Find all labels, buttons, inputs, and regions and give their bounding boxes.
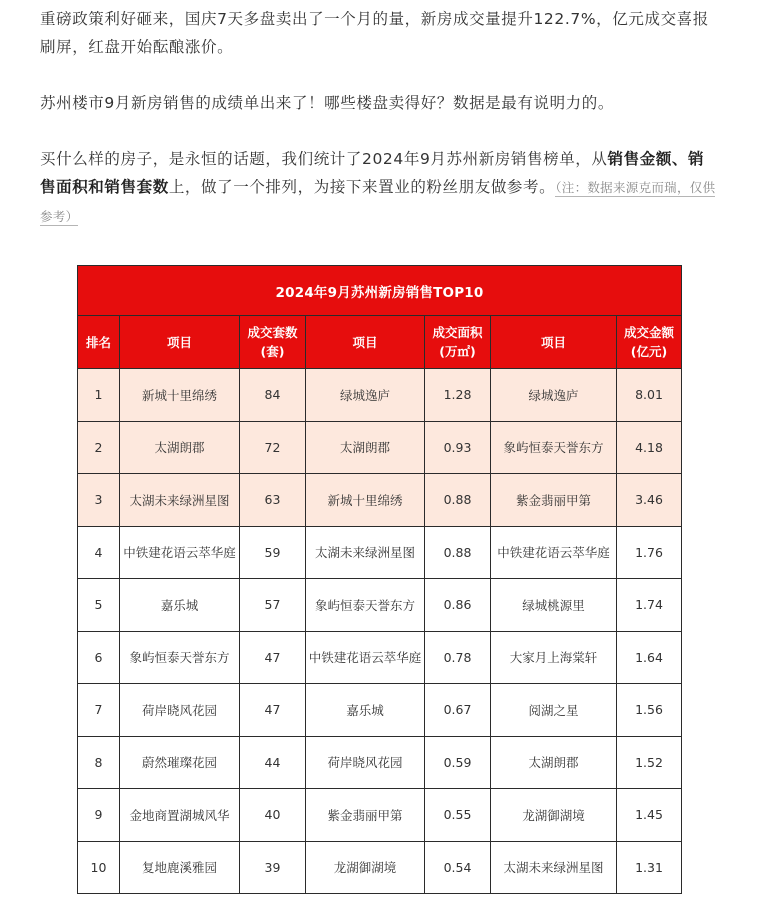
units-cell: 44 bbox=[240, 736, 306, 789]
project-by-units-cell: 太湖未来绿洲星图 bbox=[120, 474, 240, 527]
table-title: 2024年9月苏州新房销售TOP10 bbox=[78, 266, 682, 316]
intro-text-3-bold: 销售金额、销售面积和销售套数 bbox=[40, 150, 705, 196]
table-row bbox=[78, 579, 682, 632]
intro-text-2: 苏州楼市9月新房销售的成绩单出来了！哪些楼盘卖得好？数据是最有说明力的。 bbox=[40, 94, 614, 112]
project-by-units-cell: 蔚然璀璨花园 bbox=[120, 736, 240, 789]
project-by-units-cell: 中铁建花语云萃华庭 bbox=[120, 526, 240, 579]
table-row bbox=[78, 789, 682, 842]
intro-paragraph-3 bbox=[40, 145, 720, 231]
rank-cell: 8 bbox=[78, 736, 120, 789]
project-by-area-cell: 绿城逸庐 bbox=[306, 369, 425, 422]
table-row bbox=[78, 631, 682, 684]
units-cell: 47 bbox=[240, 631, 306, 684]
table-row bbox=[78, 421, 682, 474]
project-by-area-cell: 象屿恒泰天誉东方 bbox=[306, 579, 425, 632]
header-area: 成交面积 (万㎡) bbox=[425, 316, 491, 369]
project-by-amount-cell: 太湖未来绿洲星图 bbox=[491, 841, 617, 894]
header-project-by-area: 项目 bbox=[306, 316, 425, 369]
amount-cell: 8.01 bbox=[617, 369, 682, 422]
units-cell: 40 bbox=[240, 789, 306, 842]
units-cell: 63 bbox=[240, 474, 306, 527]
area-cell: 0.67 bbox=[425, 684, 491, 737]
area-cell: 0.93 bbox=[425, 421, 491, 474]
units-cell: 57 bbox=[240, 579, 306, 632]
area-cell: 1.28 bbox=[425, 369, 491, 422]
project-by-units-cell: 新城十里绵绣 bbox=[120, 369, 240, 422]
source-note: （注：数据来源克而瑞，仅供参考） bbox=[40, 180, 716, 224]
area-cell: 0.78 bbox=[425, 631, 491, 684]
table-row bbox=[78, 526, 682, 579]
area-cell: 0.86 bbox=[425, 579, 491, 632]
project-by-area-cell: 太湖未来绿洲星图 bbox=[306, 526, 425, 579]
project-by-area-cell: 紫金翡丽甲第 bbox=[306, 789, 425, 842]
area-cell: 0.88 bbox=[425, 474, 491, 527]
units-cell: 59 bbox=[240, 526, 306, 579]
intro-text-3b: 上，做了一个排列，为接下来置业的粉丝朋友做参考。 bbox=[168, 178, 556, 196]
header-project-by-units: 项目 bbox=[120, 316, 240, 369]
amount-cell: 1.56 bbox=[617, 684, 682, 737]
header-amount: 成交金额 (亿元) bbox=[617, 316, 682, 369]
table-row bbox=[78, 684, 682, 737]
rank-cell: 3 bbox=[78, 474, 120, 527]
project-by-units-cell: 金地商置湖城风华 bbox=[120, 789, 240, 842]
project-by-amount-cell: 阅湖之星 bbox=[491, 684, 617, 737]
intro-text-3a: 买什么样的房子，是永恒的话题，我们统计了2024年9月苏州新房销售榜单，从 bbox=[40, 150, 608, 168]
rank-cell: 6 bbox=[78, 631, 120, 684]
table-row bbox=[78, 474, 682, 527]
rank-cell: 4 bbox=[78, 526, 120, 579]
units-cell: 47 bbox=[240, 684, 306, 737]
units-cell: 72 bbox=[240, 421, 306, 474]
project-by-area-cell: 太湖朗郡 bbox=[306, 421, 425, 474]
project-by-amount-cell: 中铁建花语云萃华庭 bbox=[491, 526, 617, 579]
project-by-amount-cell: 龙湖御湖境 bbox=[491, 789, 617, 842]
project-by-units-cell: 象屿恒泰天誉东方 bbox=[120, 631, 240, 684]
table-row bbox=[78, 736, 682, 789]
rank-cell: 1 bbox=[78, 369, 120, 422]
header-project-by-amount: 项目 bbox=[491, 316, 617, 369]
amount-cell: 1.76 bbox=[617, 526, 682, 579]
units-cell: 39 bbox=[240, 841, 306, 894]
units-cell: 84 bbox=[240, 369, 306, 422]
amount-cell: 3.46 bbox=[617, 474, 682, 527]
area-cell: 0.54 bbox=[425, 841, 491, 894]
project-by-amount-cell: 象屿恒泰天誉东方 bbox=[491, 421, 617, 474]
amount-cell: 1.31 bbox=[617, 841, 682, 894]
table-header-row bbox=[78, 316, 682, 369]
project-by-amount-cell: 绿城桃源里 bbox=[491, 579, 617, 632]
project-by-amount-cell: 紫金翡丽甲第 bbox=[491, 474, 617, 527]
rank-cell: 9 bbox=[78, 789, 120, 842]
header-rank: 排名 bbox=[78, 316, 120, 369]
header-units: 成交套数 (套) bbox=[240, 316, 306, 369]
project-by-area-cell: 新城十里绵绣 bbox=[306, 474, 425, 527]
project-by-units-cell: 太湖朗郡 bbox=[120, 421, 240, 474]
amount-cell: 1.52 bbox=[617, 736, 682, 789]
project-by-amount-cell: 大家月上海棠轩 bbox=[491, 631, 617, 684]
table-row bbox=[78, 841, 682, 894]
project-by-area-cell: 嘉乐城 bbox=[306, 684, 425, 737]
amount-cell: 4.18 bbox=[617, 421, 682, 474]
area-cell: 0.55 bbox=[425, 789, 491, 842]
project-by-units-cell: 复地鹿溪雅园 bbox=[120, 841, 240, 894]
rank-cell: 5 bbox=[78, 579, 120, 632]
intro-text-1: 重磅政策利好砸来，国庆7天多盘卖出了一个月的量，新房成交量提升122.7%，亿元成交喜报刷屏，红盘开始酝酿涨价。 bbox=[40, 10, 709, 56]
project-by-area-cell: 荷岸晓风花园 bbox=[306, 736, 425, 789]
rank-cell: 10 bbox=[78, 841, 120, 894]
project-by-units-cell: 荷岸晓风花园 bbox=[120, 684, 240, 737]
table-row bbox=[78, 369, 682, 422]
intro-paragraph-2 bbox=[40, 89, 720, 117]
amount-cell: 1.45 bbox=[617, 789, 682, 842]
project-by-area-cell: 中铁建花语云萃华庭 bbox=[306, 631, 425, 684]
amount-cell: 1.74 bbox=[617, 579, 682, 632]
area-cell: 0.88 bbox=[425, 526, 491, 579]
rank-cell: 2 bbox=[78, 421, 120, 474]
project-by-amount-cell: 太湖朗郡 bbox=[491, 736, 617, 789]
amount-cell: 1.64 bbox=[617, 631, 682, 684]
rank-cell: 7 bbox=[78, 684, 120, 737]
area-cell: 0.59 bbox=[425, 736, 491, 789]
project-by-amount-cell: 绿城逸庐 bbox=[491, 369, 617, 422]
sales-ranking-table bbox=[77, 265, 682, 894]
table-body bbox=[78, 369, 682, 894]
intro-paragraph-1 bbox=[40, 5, 720, 61]
project-by-units-cell: 嘉乐城 bbox=[120, 579, 240, 632]
project-by-area-cell: 龙湖御湖境 bbox=[306, 841, 425, 894]
